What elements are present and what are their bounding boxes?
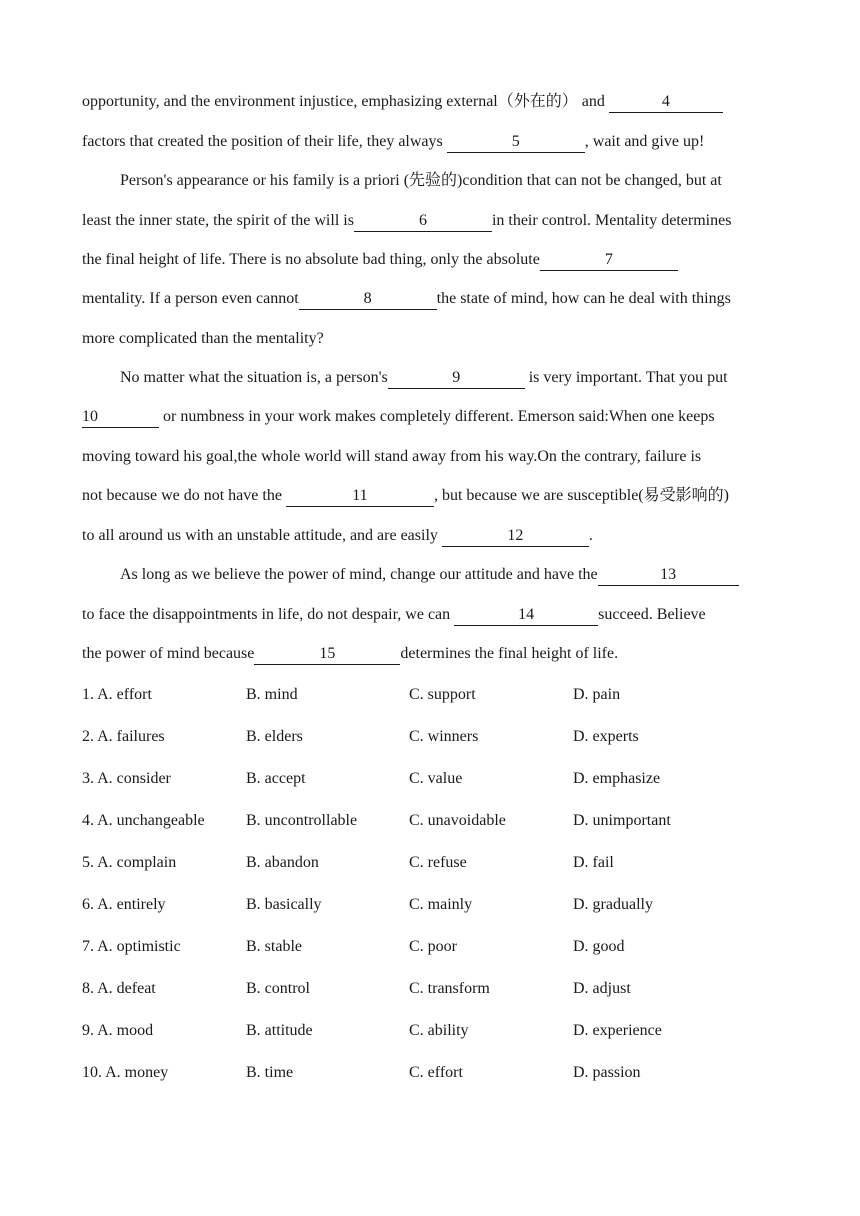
option-a: 10. A. money [82, 1064, 169, 1081]
blank-8: 8 [299, 289, 437, 310]
option-d: D. experience [573, 1022, 662, 1039]
passage-text: Person's appearance or his family is a priori (先验的)condition that can not be changed, but at [120, 172, 722, 189]
passage-text: factors that created the position of their life, they always [82, 133, 447, 150]
passage-text: more complicated than the mentality? [82, 330, 324, 347]
passage-line [82, 279, 731, 319]
blank-9: 9 [388, 368, 525, 389]
option-b: B. abandon [246, 854, 319, 871]
passage-text: moving toward his goal,the whole world will stand away from his way.On the contrary, failure is [82, 448, 702, 465]
option-d: D. passion [573, 1064, 641, 1081]
passage-text: the state of mind, how can he deal with things [436, 290, 731, 307]
passage-text: not because we do not have the [82, 487, 286, 504]
option-d: D. fail [573, 854, 614, 871]
question-options [82, 716, 782, 758]
option-d: D. unimportant [573, 812, 671, 829]
option-d: D. good [573, 938, 625, 955]
passage-line [120, 555, 739, 595]
option-a: 7. A. optimistic [82, 938, 181, 955]
passage-line [82, 437, 701, 477]
option-d: D. emphasize [573, 770, 661, 787]
option-d: D. pain [573, 686, 621, 703]
option-b: B. attitude [246, 1022, 313, 1039]
option-c: C. poor [409, 938, 457, 955]
blank-10: 10 [82, 407, 159, 428]
blank-5: 5 [447, 132, 585, 153]
question-options [82, 1010, 782, 1052]
option-d: D. adjust [573, 980, 631, 997]
blank-7: 7 [540, 250, 678, 271]
option-b: B. elders [246, 728, 303, 745]
question-options [82, 968, 782, 1010]
passage-text: least the inner state, the spirit of the will is [82, 212, 354, 229]
blank-12: 12 [442, 526, 589, 547]
passage-line [120, 358, 728, 398]
passage-line [82, 122, 704, 162]
option-b: B. mind [246, 686, 298, 703]
option-d: D. experts [573, 728, 639, 745]
passage-line [82, 201, 731, 241]
option-c: C. unavoidable [409, 812, 506, 829]
option-b: B. uncontrollable [246, 812, 358, 829]
passage-text: is very important. That you put [524, 369, 728, 386]
option-b: B. stable [246, 938, 302, 955]
passage-line [82, 397, 715, 437]
passage-text: , wait and give up! [584, 133, 705, 150]
option-b: B. control [246, 980, 310, 997]
passage-line [82, 476, 729, 516]
option-b: B. accept [246, 770, 306, 787]
blank-14: 14 [454, 605, 598, 626]
passage-line [82, 240, 678, 280]
question-options [82, 758, 782, 800]
option-b: B. time [246, 1064, 294, 1081]
passage-text: the final height of life. There is no absolute bad thing, only the absolute [82, 251, 540, 268]
passage-text: to face the disappointments in life, do not despair, we can [82, 606, 455, 623]
blank-13: 13 [598, 565, 739, 586]
passage-text: , but because we are susceptible(易受影响的) [433, 487, 729, 504]
option-c: C. ability [409, 1022, 469, 1039]
option-a: 6. A. entirely [82, 896, 166, 913]
passage-text: in their control. Mentality determines [491, 212, 732, 229]
question-options [82, 884, 782, 926]
option-a: 8. A. defeat [82, 980, 156, 997]
option-c: C. refuse [409, 854, 467, 871]
passage-text: . [588, 527, 593, 544]
passage-line [120, 161, 722, 201]
option-c: C. effort [409, 1064, 463, 1081]
passage-line [82, 595, 706, 635]
passage-line [82, 516, 593, 556]
passage-text: determines the final height of life. [400, 645, 619, 662]
blank-6: 6 [354, 211, 492, 232]
question-options [82, 674, 782, 716]
passage-line [82, 82, 723, 122]
passage-text: the power of mind because [82, 645, 255, 662]
option-b: B. basically [246, 896, 322, 913]
option-c: C. value [409, 770, 463, 787]
passage-line [82, 634, 618, 674]
option-a: 5. A. complain [82, 854, 177, 871]
passage-text: As long as we believe the power of mind, change our attitude and have the [120, 566, 598, 583]
passage-text: to all around us with an unstable attitude, and are easily [82, 527, 442, 544]
option-c: C. mainly [409, 896, 473, 913]
passage-text: or numbness in your work makes completely different. Emerson said:When one keeps [159, 408, 715, 425]
question-options [82, 800, 782, 842]
question-options [82, 926, 782, 968]
option-a: 9. A. mood [82, 1022, 154, 1039]
question-options [82, 1052, 782, 1094]
option-c: C. winners [409, 728, 479, 745]
blank-11: 11 [286, 486, 434, 507]
question-options [82, 842, 782, 884]
passage-text: mentality. If a person even cannot [82, 290, 299, 307]
passage-text: succeed. Believe [598, 606, 706, 623]
option-d: D. gradually [573, 896, 653, 913]
passage-text: opportunity, and the environment injustice, emphasizing external（外在的） and [82, 93, 609, 110]
option-a: 3. A. consider [82, 770, 171, 787]
option-c: C. transform [409, 980, 490, 997]
option-c: C. support [409, 686, 476, 703]
blank-15: 15 [254, 644, 400, 665]
blank-4: 4 [609, 92, 723, 113]
option-a: 2. A. failures [82, 728, 165, 745]
option-a: 4. A. unchangeable [82, 812, 205, 829]
passage-text: No matter what the situation is, a person's [120, 369, 388, 386]
option-a: 1. A. effort [82, 686, 152, 703]
passage-line [82, 319, 324, 359]
